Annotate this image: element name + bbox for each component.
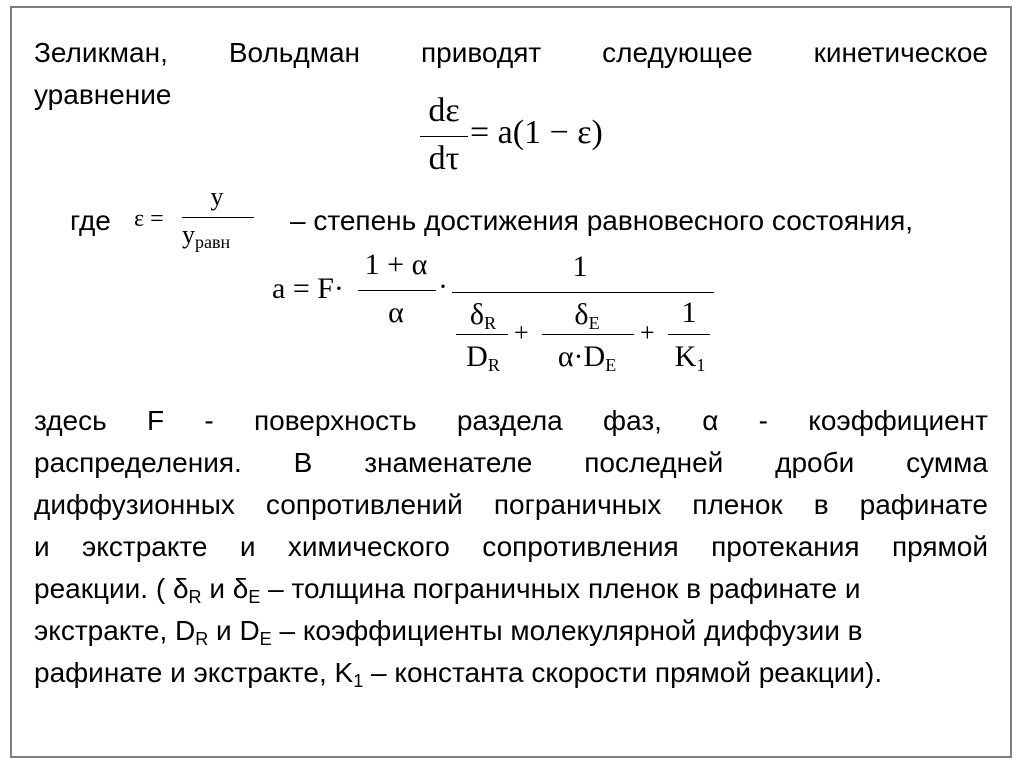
- para-line-1: [34, 404, 988, 438]
- word: последней: [584, 447, 724, 478]
- word: F: [147, 405, 165, 436]
- word: поверхность: [253, 405, 417, 436]
- word: диффузионных: [34, 489, 235, 520]
- para-line-4: [34, 530, 988, 564]
- para-line-6: экстракте, $D_R$ и $D_E$ – коэффициенты молекулярной диффузии в: [34, 615, 863, 649]
- para-line-5: реакции. ( $\delta_R$ и $\delta_E$ – толщина пограничных пленок в рафинате и: [34, 573, 861, 607]
- eq2-lhs: a = F·: [272, 272, 344, 305]
- word: кинетическое: [813, 37, 988, 68]
- eps-fraction-bar: [182, 217, 254, 218]
- eq1-rhs: = a(1 − ε): [470, 114, 603, 151]
- word: сопротивлений: [265, 489, 463, 520]
- eq1-fraction-bar: [420, 136, 468, 137]
- eq2-t1-bar: [456, 334, 508, 335]
- where-label: где: [70, 205, 111, 236]
- word: следующее: [602, 37, 753, 68]
- word: и: [239, 531, 256, 562]
- word: Вольдман: [228, 37, 361, 68]
- eq2-frac2-num: 1: [572, 250, 588, 283]
- eq2-frac1-den: α: [388, 296, 404, 329]
- word: прямой: [891, 531, 988, 562]
- word: протекания: [711, 531, 860, 562]
- word: коэффициент: [808, 405, 988, 436]
- word: химического: [287, 531, 450, 562]
- word: экстракте: [82, 531, 208, 562]
- eq2-t1-num: $\delta_R$: [469, 298, 497, 333]
- word: в: [813, 489, 829, 520]
- word: раздела: [456, 405, 563, 436]
- word: и: [34, 531, 50, 562]
- word: В: [293, 447, 313, 478]
- intro-line-2: уравнение: [34, 79, 172, 110]
- word: знаменателе: [364, 447, 533, 478]
- word: -: [204, 405, 214, 436]
- epsilon-description: – степень достижения равновесного состояния,: [290, 205, 914, 236]
- eq2-t1-den: $D_R$: [466, 340, 500, 375]
- eq1-numerator: dε: [428, 92, 460, 129]
- word: сумма: [906, 447, 988, 478]
- word: сопротивления: [482, 531, 679, 562]
- word: пленок: [692, 489, 783, 520]
- word: пограничных: [493, 489, 662, 520]
- eq2-t3-bar: [668, 334, 710, 335]
- word: α: [702, 405, 719, 436]
- word: Зеликман,: [34, 37, 168, 68]
- intro-line-1: [34, 36, 988, 70]
- eps-numerator: y: [210, 182, 224, 211]
- eq2-t2-den: $\alpha\cdot D_E$: [557, 340, 617, 375]
- word: приводят: [420, 37, 542, 68]
- eq1-denominator: dτ: [428, 140, 460, 177]
- eq2-frac1-bar: [358, 290, 436, 291]
- eps-lhs: ε =: [134, 206, 164, 232]
- eq2-main-bar: [452, 292, 714, 293]
- para-line-3: [34, 488, 988, 522]
- word: распределения.: [34, 447, 242, 478]
- eq2-plus-1: +: [514, 318, 529, 347]
- eps-denominator: $y_{равн}$: [182, 220, 231, 252]
- para-line-7: рафинате и экстракте, $K_1$ – константа скорости прямой реакции).: [34, 657, 883, 691]
- word: здесь: [34, 405, 107, 436]
- eq2-plus-2: +: [640, 318, 655, 347]
- eq2-dot: ·: [438, 270, 448, 303]
- word: рафинате: [859, 489, 988, 520]
- eq2-t3-num: 1: [681, 296, 697, 329]
- eq2-t2-num: $\delta_E$: [574, 298, 600, 333]
- word: -: [758, 405, 768, 436]
- para-line-2: [34, 446, 988, 480]
- eq2-t3-den: $K_1$: [674, 340, 706, 375]
- word: дроби: [775, 447, 855, 478]
- eq2-t2-bar: [542, 334, 634, 335]
- word: фаз,: [603, 405, 662, 436]
- eq2-frac1-num: 1 + α: [364, 248, 428, 281]
